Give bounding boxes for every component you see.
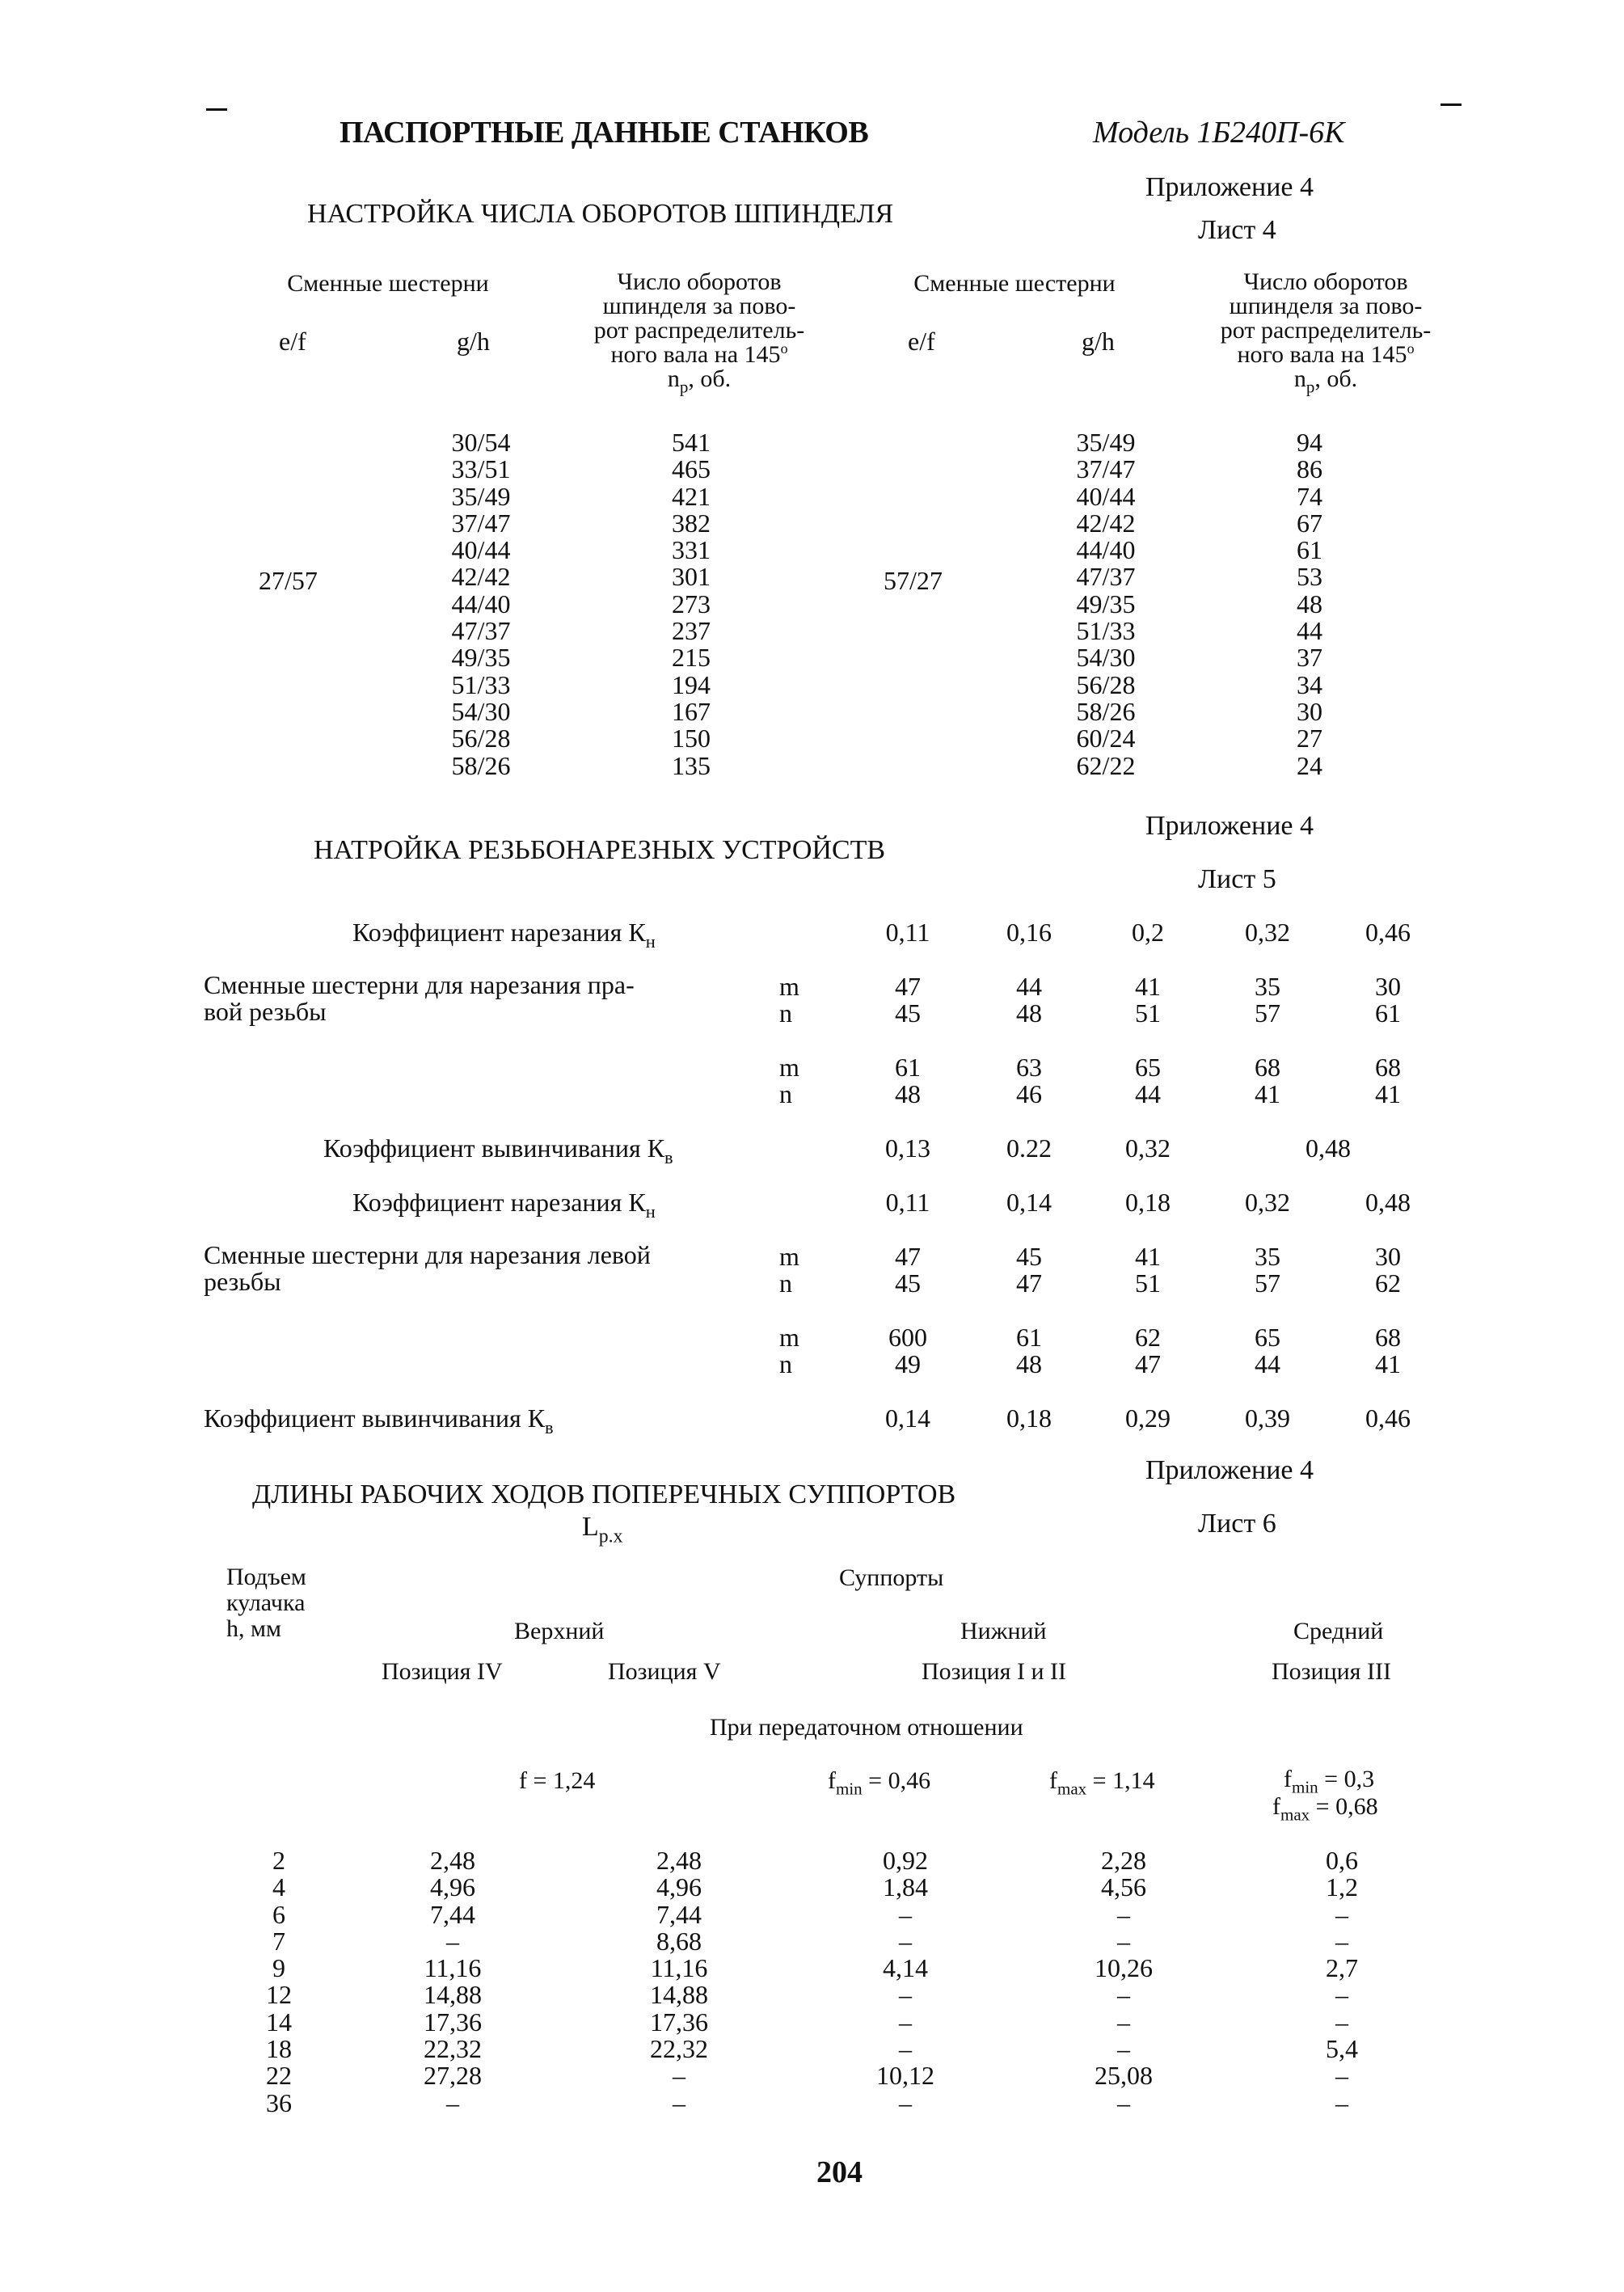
value-cell: 63 xyxy=(1016,1053,1042,1082)
value-cell: 48 xyxy=(895,1079,921,1108)
s3-pos4-cell: 2,48 xyxy=(430,1846,475,1875)
s1-rpm-r-l1: Число оборотов xyxy=(1243,268,1408,295)
s3-mid-column xyxy=(1301,1847,1382,2117)
s1-right-np-cell: 67 xyxy=(1297,508,1322,538)
s1-rpm-r-l3: рот распределитель- xyxy=(1220,317,1432,344)
s1-rpm-r-np-sub: p xyxy=(1306,377,1315,397)
value-cell: 46 xyxy=(1016,1079,1042,1108)
value-cell: 0.22 xyxy=(1006,1133,1052,1163)
s1-right-gh-cell: 56/28 xyxy=(1076,669,1136,699)
s1-left-np-cell: 421 xyxy=(672,481,711,511)
s2-right-kcut-text: Коэффициент нарезания К xyxy=(352,918,646,947)
s3-h-cell: 7 xyxy=(272,1926,285,1956)
s1-left-np-cell: 465 xyxy=(672,454,711,484)
s3-pos4-cell: 14,88 xyxy=(424,1980,482,2010)
s3-pos5-cell: 8,68 xyxy=(656,1926,702,1956)
s1-right-gh-cell: 49/35 xyxy=(1076,589,1136,618)
s1-left-np-cell: 135 xyxy=(672,750,711,780)
value-cell: 68 xyxy=(1255,1053,1280,1082)
s3-lift-l1: Подъем xyxy=(226,1564,306,1590)
value-cell: 57 xyxy=(1255,998,1280,1028)
s1-rpm-r-np-n: n xyxy=(1293,365,1306,392)
s3-lower-header: Нижний xyxy=(960,1618,1047,1644)
s3-low-max-cell: – xyxy=(1117,2087,1130,2117)
s3-pos3-header: Позиция III xyxy=(1272,1658,1391,1685)
s3-low-max-cell: 2,28 xyxy=(1101,1846,1146,1875)
s2-right-kunscrew-sub: в xyxy=(664,1146,673,1167)
s1-gh-header-right: g/h xyxy=(1082,327,1115,356)
s1-left-gh-cell: 44/40 xyxy=(451,589,511,618)
s2-left-kcut-sub: н xyxy=(645,1201,656,1222)
value-cell: 30 xyxy=(1375,972,1401,1001)
s1-rpm-r-l4 xyxy=(1192,340,1459,368)
s3-h-cell: 12 xyxy=(266,1980,292,2010)
s1-right-np-cell: 24 xyxy=(1297,750,1322,780)
s3-low-max-cell: – xyxy=(1117,1899,1130,1929)
s3-low-min-cell: – xyxy=(899,2034,912,2064)
value-cell: 65 xyxy=(1255,1323,1280,1352)
s3-f-lower-min-val: = 0,46 xyxy=(862,1767,931,1794)
s1-rpm-header-left xyxy=(566,268,833,397)
s3-sheet: Лист 6 xyxy=(1198,1509,1276,1539)
s3-low-min-cell: – xyxy=(899,2087,912,2117)
s1-gears-header-right: Сменные шестерни xyxy=(913,270,1116,297)
value-cell: 47 xyxy=(895,1242,921,1271)
s1-rpm-l4 xyxy=(566,340,833,368)
s2-left-thread-label xyxy=(204,1242,651,1295)
s3-upper-header: Верхний xyxy=(514,1618,605,1644)
value-cell: 57 xyxy=(1255,1268,1280,1298)
value-cell: 0,2 xyxy=(1132,918,1164,947)
s1-right-np-cell: 53 xyxy=(1297,562,1322,592)
s2-right-n1-letter: n xyxy=(779,998,792,1028)
s3-low-max-cell: 10,26 xyxy=(1095,1953,1153,1983)
s3-pos4-cell: 22,32 xyxy=(424,2034,482,2064)
s1-rpm-r-np-unit: , об. xyxy=(1314,365,1358,392)
s2-left-n2-letter: n xyxy=(779,1349,792,1378)
s2-left-kunscrew-text: Коэффициент вывинчивания К xyxy=(204,1403,546,1433)
s3-supports-header: Суппорты xyxy=(839,1564,944,1591)
s3-mid-cell: 2,7 xyxy=(1326,1953,1358,1983)
s1-sheet: Лист 4 xyxy=(1198,215,1276,245)
s1-right-gh-cell: 40/44 xyxy=(1076,481,1136,511)
s3-f-middle-min-sub: min xyxy=(1292,1777,1318,1797)
value-cell: 600 xyxy=(888,1323,927,1352)
s1-left-gh-cell: 42/42 xyxy=(451,562,511,592)
value-cell: 44 xyxy=(1016,972,1042,1001)
s3-low-min-column xyxy=(857,1847,954,2117)
s3-pos12-header: Позиция I и II xyxy=(922,1658,1067,1685)
s1-left-np-cell: 301 xyxy=(672,562,711,592)
s1-right-np-cell: 34 xyxy=(1297,669,1322,699)
s1-rpm-np-sub: p xyxy=(679,377,689,397)
value-cell: 0,32 xyxy=(1125,1133,1171,1163)
s1-right-np-cell: 48 xyxy=(1297,589,1322,618)
s3-pos5-column xyxy=(635,1847,723,2117)
s3-low-max-cell: – xyxy=(1117,2034,1130,2064)
s2-left-kcut-text: Коэффициент нарезания К xyxy=(352,1188,646,1217)
s3-pos4-cell: – xyxy=(446,2087,459,2117)
value-cell: 41 xyxy=(1135,1242,1161,1271)
s1-rpm-l3: рот распределитель- xyxy=(593,317,805,344)
s3-f-middle-max-sym: f xyxy=(1272,1793,1280,1820)
s2-left-n1-letter: n xyxy=(779,1268,792,1298)
s3-f-middle-min-sym: f xyxy=(1284,1766,1292,1792)
s1-appendix: Приложение 4 xyxy=(1145,172,1314,202)
s1-left-gh-cell: 35/49 xyxy=(451,481,511,511)
s2-right-thread-label xyxy=(204,972,635,1025)
s1-left-gh-cell: 40/44 xyxy=(451,535,511,565)
value-cell: 41 xyxy=(1135,972,1161,1001)
s3-f-upper: f = 1,24 xyxy=(519,1767,596,1794)
s3-h-cell: 18 xyxy=(266,2034,292,2064)
value-cell: 61 xyxy=(1375,998,1401,1028)
s3-h-cell: 14 xyxy=(266,2007,292,2037)
s1-left-np-cell: 382 xyxy=(672,508,711,538)
s1-rpm-np-unit: , об. xyxy=(688,365,732,392)
s3-pos5-cell: 22,32 xyxy=(650,2034,708,2064)
s3-middle-header: Средний xyxy=(1293,1618,1384,1644)
s1-left-gh-column xyxy=(437,429,525,779)
s3-lift-header xyxy=(226,1564,306,1642)
s1-right-ef-value: 57/27 xyxy=(884,566,943,595)
value-cell: 0,11 xyxy=(885,918,930,947)
s3-mid-cell: – xyxy=(1335,2007,1348,2037)
s3-pos5-cell: 7,44 xyxy=(656,1899,702,1929)
s2-left-thread-l1: Сменные шестерни для нарезания левой xyxy=(204,1240,651,1269)
value-cell: 0,13 xyxy=(885,1133,930,1163)
value-cell: 35 xyxy=(1255,972,1280,1001)
s3-low-min-cell: – xyxy=(899,1899,912,1929)
s3-mid-cell: – xyxy=(1335,2087,1348,2117)
s3-f-middle-min-val: = 0,3 xyxy=(1318,1766,1375,1792)
s3-mid-cell: – xyxy=(1335,2061,1348,2091)
s3-pos5-cell: 4,96 xyxy=(656,1872,702,1902)
s1-right-gh-cell: 54/30 xyxy=(1076,643,1136,673)
s3-f-lower-max-val: = 1,14 xyxy=(1086,1767,1155,1794)
s1-left-gh-cell: 49/35 xyxy=(451,643,511,673)
page-number: 204 xyxy=(816,2155,863,2189)
s3-pos4-cell: 17,36 xyxy=(424,2007,482,2037)
s3-f-lower-max-sym: f xyxy=(1049,1767,1057,1794)
s1-title: НАСТРОЙКА ЧИСЛА ОБОРОТОВ ШПИНДЕЛЯ xyxy=(307,199,894,229)
s1-right-gh-cell: 58/26 xyxy=(1076,696,1136,726)
value-cell: 0,29 xyxy=(1125,1403,1171,1433)
s3-pos5-cell: – xyxy=(673,2087,685,2117)
s3-ratio-header: При передаточном отношении xyxy=(710,1714,1023,1741)
s2-right-thread-l2: вой резьбы xyxy=(204,997,327,1026)
value-cell: 47 xyxy=(1135,1349,1161,1378)
s3-pos5-cell: 11,16 xyxy=(650,1953,708,1983)
value-cell: 0,32 xyxy=(1245,918,1290,947)
s1-left-np-cell: 150 xyxy=(672,724,711,753)
s1-left-np-cell: 331 xyxy=(672,535,711,565)
s3-low-min-cell: – xyxy=(899,1926,912,1956)
s3-low-min-cell: – xyxy=(899,2007,912,2037)
s3-f-lower-min xyxy=(828,1767,931,1799)
value-cell: 45 xyxy=(1016,1242,1042,1271)
s3-h-cell: 9 xyxy=(272,1953,285,1983)
s3-appendix: Приложение 4 xyxy=(1145,1455,1314,1485)
s3-lift-l2: кулачка xyxy=(226,1589,306,1616)
s1-left-gh-cell: 30/54 xyxy=(451,428,511,457)
s1-rpm-np xyxy=(566,365,833,397)
s1-right-np-cell: 61 xyxy=(1297,535,1322,565)
s3-pos4-cell: 7,44 xyxy=(430,1899,475,1929)
value-cell: 45 xyxy=(895,998,921,1028)
s3-pos5-cell: 17,36 xyxy=(650,2007,708,2037)
s2-left-kunscrew-label xyxy=(204,1403,554,1437)
value-cell: 62 xyxy=(1135,1323,1161,1352)
s3-low-max-cell: – xyxy=(1117,2007,1130,2037)
s1-gears-header-left: Сменные шестерни xyxy=(287,270,489,297)
s3-h-cell: 22 xyxy=(266,2061,292,2091)
s1-right-gh-cell: 42/42 xyxy=(1076,508,1136,538)
value-cell: 0,46 xyxy=(1365,1403,1411,1433)
value-cell: 68 xyxy=(1375,1323,1401,1352)
s1-rpm-l2: шпинделя за пово- xyxy=(602,293,796,319)
s3-low-min-cell: 1,84 xyxy=(883,1872,928,1902)
s1-right-np-cell: 37 xyxy=(1297,643,1322,673)
s3-lift-l3: h, мм xyxy=(226,1615,281,1642)
s1-right-np-cell: 44 xyxy=(1297,616,1322,646)
s2-right-kcut-sub: н xyxy=(645,931,656,952)
value-cell: 0,14 xyxy=(885,1403,930,1433)
s1-left-np-cell: 237 xyxy=(672,616,711,646)
s3-pos5-cell: 14,88 xyxy=(650,1980,708,2010)
value-cell: 0,11 xyxy=(885,1188,930,1217)
value-cell: 30 xyxy=(1375,1242,1401,1271)
s3-h-cell: 6 xyxy=(272,1899,285,1929)
value-cell: 0,39 xyxy=(1245,1403,1290,1433)
s1-rpm-header-right xyxy=(1192,268,1459,397)
s2-right-kunscrew-label xyxy=(323,1133,673,1167)
value-cell: 51 xyxy=(1135,1268,1161,1298)
s1-right-gh-cell: 47/37 xyxy=(1076,562,1136,592)
s3-h-cell: 36 xyxy=(266,2087,292,2117)
s1-left-np-cell: 273 xyxy=(672,589,711,618)
s3-pos4-cell: 4,96 xyxy=(430,1872,475,1902)
s3-f-lower-max xyxy=(1049,1767,1155,1799)
s3-title-sym-l: L xyxy=(582,1512,599,1542)
s2-left-kcut-label xyxy=(352,1188,656,1222)
value-cell: 35 xyxy=(1255,1242,1280,1271)
s3-low-max-column xyxy=(1075,1847,1172,2117)
value-cell: 0,16 xyxy=(1006,918,1052,947)
s3-pos4-header: Позиция IV xyxy=(382,1658,503,1685)
value-cell: 48 xyxy=(1016,998,1042,1028)
s3-f-middle-max-val: = 0,68 xyxy=(1310,1793,1378,1820)
s2-title: НАТРОЙКА РЕЗЬБОНАРЕЗНЫХ УСТРОЙСТВ xyxy=(314,835,886,865)
s1-left-np-cell: 215 xyxy=(672,643,711,673)
s1-left-gh-cell: 58/26 xyxy=(451,750,511,780)
s1-right-np-cell: 86 xyxy=(1297,454,1322,484)
s1-left-gh-cell: 51/33 xyxy=(451,669,511,699)
s1-left-gh-cell: 33/51 xyxy=(451,454,511,484)
s1-left-np-cell: 541 xyxy=(672,428,711,457)
s2-right-n2-letter: n xyxy=(779,1079,792,1108)
s3-low-max-cell: – xyxy=(1117,1980,1130,2010)
s1-left-np-column xyxy=(655,429,728,779)
s3-h-cell: 4 xyxy=(272,1872,285,1902)
model-label: Модель 1Б240П-6К xyxy=(1093,116,1345,150)
s2-left-kunscrew-sub: в xyxy=(545,1416,554,1437)
s3-pos4-cell: 27,28 xyxy=(424,2061,482,2091)
s3-mid-cell: 5,4 xyxy=(1326,2034,1358,2064)
s1-right-gh-column xyxy=(1061,429,1150,779)
corner-mark-right xyxy=(1441,103,1462,106)
s3-pos4-cell: 11,16 xyxy=(424,1953,482,1983)
value-cell: 41 xyxy=(1255,1079,1280,1108)
s3-f-lower-min-sub: min xyxy=(836,1779,863,1799)
s3-mid-cell: 0,6 xyxy=(1326,1846,1358,1875)
value-cell: 47 xyxy=(895,972,921,1001)
s2-right-thread-l1: Сменные шестерни для нарезания пра- xyxy=(204,970,635,999)
value-cell: 0,48 xyxy=(1306,1133,1351,1163)
s2-left-thread-l2: резьбы xyxy=(204,1267,281,1296)
s3-f-middle-max xyxy=(1272,1793,1378,1825)
value-cell: 0,18 xyxy=(1125,1188,1171,1217)
s3-low-max-cell: 4,56 xyxy=(1101,1872,1146,1902)
s1-right-gh-cell: 51/33 xyxy=(1076,616,1136,646)
s1-rpm-l4-text: ного вала на 145 xyxy=(610,341,781,368)
s1-right-np-cell: 30 xyxy=(1297,696,1322,726)
s1-rpm-l1: Число оборотов xyxy=(617,268,782,295)
value-cell: 61 xyxy=(895,1053,921,1082)
s2-right-kunscrew-text: Коэффициент вывинчивания К xyxy=(323,1133,665,1163)
s3-low-min-cell: – xyxy=(899,1980,912,2010)
value-cell: 41 xyxy=(1375,1349,1401,1378)
s3-h-column xyxy=(255,1847,303,2117)
s3-f-lower-max-sub: max xyxy=(1057,1779,1087,1799)
s1-left-np-cell: 167 xyxy=(672,696,711,726)
s1-ef-header-right: e/f xyxy=(908,327,935,356)
value-cell: 44 xyxy=(1255,1349,1280,1378)
value-cell: 0,46 xyxy=(1365,918,1411,947)
s3-pos5-cell: – xyxy=(673,2061,685,2091)
s3-h-cell: 2 xyxy=(272,1846,285,1875)
value-cell: 45 xyxy=(895,1268,921,1298)
s1-right-np-cell: 94 xyxy=(1297,428,1322,457)
s1-left-gh-cell: 47/37 xyxy=(451,616,511,646)
s2-sheet: Лист 5 xyxy=(1198,864,1276,894)
s1-rpm-np-n: n xyxy=(667,365,680,392)
s2-right-kcut-label xyxy=(352,918,656,952)
s1-rpm-r-l2: шпинделя за пово- xyxy=(1229,293,1423,319)
s3-f-middle-max-sub: max xyxy=(1280,1804,1310,1825)
s1-rpm-r-l4-text: ного вала на 145 xyxy=(1237,341,1407,368)
s1-left-gh-cell: 56/28 xyxy=(451,724,511,753)
value-cell: 62 xyxy=(1375,1268,1401,1298)
s1-right-gh-cell: 37/47 xyxy=(1076,454,1136,484)
s3-pos4-column xyxy=(408,1847,497,2117)
s1-rpm-r-np xyxy=(1192,365,1459,397)
s1-right-np-cell: 27 xyxy=(1297,724,1322,753)
value-cell: 44 xyxy=(1135,1079,1161,1108)
value-cell: 49 xyxy=(895,1349,921,1378)
value-cell: 41 xyxy=(1375,1079,1401,1108)
s3-f-lower-min-sym: f xyxy=(828,1767,836,1794)
s3-f-middle-min xyxy=(1284,1766,1375,1797)
s2-left-m2-letter: m xyxy=(779,1323,799,1352)
value-cell: 51 xyxy=(1135,998,1161,1028)
s3-pos4-cell: – xyxy=(446,1926,459,1956)
s3-pos5-cell: 2,48 xyxy=(656,1846,702,1875)
s2-right-m2-letter: m xyxy=(779,1053,799,1082)
s3-title-symbol xyxy=(582,1512,623,1547)
s2-left-m1-letter: m xyxy=(779,1242,799,1271)
page-title: ПАСПОРТНЫЕ ДАННЫЕ СТАНКОВ xyxy=(340,116,869,150)
s3-low-max-cell: 25,08 xyxy=(1095,2061,1153,2091)
value-cell: 65 xyxy=(1135,1053,1161,1082)
s3-mid-cell: 1,2 xyxy=(1326,1872,1358,1902)
value-cell: 48 xyxy=(1016,1349,1042,1378)
s3-mid-cell: – xyxy=(1335,1926,1348,1956)
s1-left-gh-cell: 37/47 xyxy=(451,508,511,538)
value-cell: 61 xyxy=(1016,1323,1042,1352)
value-cell: 0,14 xyxy=(1006,1188,1052,1217)
s2-right-m1-letter: m xyxy=(779,972,799,1001)
s3-low-min-cell: 0,92 xyxy=(883,1846,928,1875)
s3-title: ДЛИНЫ РАБОЧИХ ХОДОВ ПОПЕРЕЧНЫХ СУППОРТОВ xyxy=(252,1479,956,1509)
s1-right-gh-cell: 62/22 xyxy=(1076,750,1136,780)
corner-mark-left xyxy=(206,108,227,111)
value-cell: 0,32 xyxy=(1245,1188,1290,1217)
s1-left-np-cell: 194 xyxy=(672,669,711,699)
s3-low-min-cell: 10,12 xyxy=(876,2061,934,2091)
s1-ef-header-left: e/f xyxy=(279,327,306,356)
s1-right-gh-cell: 60/24 xyxy=(1076,724,1136,753)
s1-right-np-column xyxy=(1281,429,1338,779)
s2-appendix: Приложение 4 xyxy=(1145,811,1314,841)
s3-mid-cell: – xyxy=(1335,1899,1348,1929)
s1-right-gh-cell: 44/40 xyxy=(1076,535,1136,565)
value-cell: 0,48 xyxy=(1365,1188,1411,1217)
s3-pos5-header: Позиция V xyxy=(608,1658,721,1685)
s1-left-gh-cell: 54/30 xyxy=(451,696,511,726)
s1-right-gh-cell: 35/49 xyxy=(1076,428,1136,457)
s3-low-max-cell: – xyxy=(1117,1926,1130,1956)
value-cell: 47 xyxy=(1016,1268,1042,1298)
s1-rpm-deg: о xyxy=(780,340,788,357)
s1-gh-header-left: g/h xyxy=(457,327,490,356)
s3-mid-cell: – xyxy=(1335,1980,1348,2010)
s1-rpm-r-deg: о xyxy=(1407,340,1415,357)
s3-title-sym-sub: p.x xyxy=(598,1526,623,1547)
s3-low-min-cell: 4,14 xyxy=(883,1953,928,1983)
s1-left-ef-value: 27/57 xyxy=(259,566,318,595)
s1-right-np-cell: 74 xyxy=(1297,481,1322,511)
value-cell: 0,18 xyxy=(1006,1403,1052,1433)
value-cell: 68 xyxy=(1375,1053,1401,1082)
